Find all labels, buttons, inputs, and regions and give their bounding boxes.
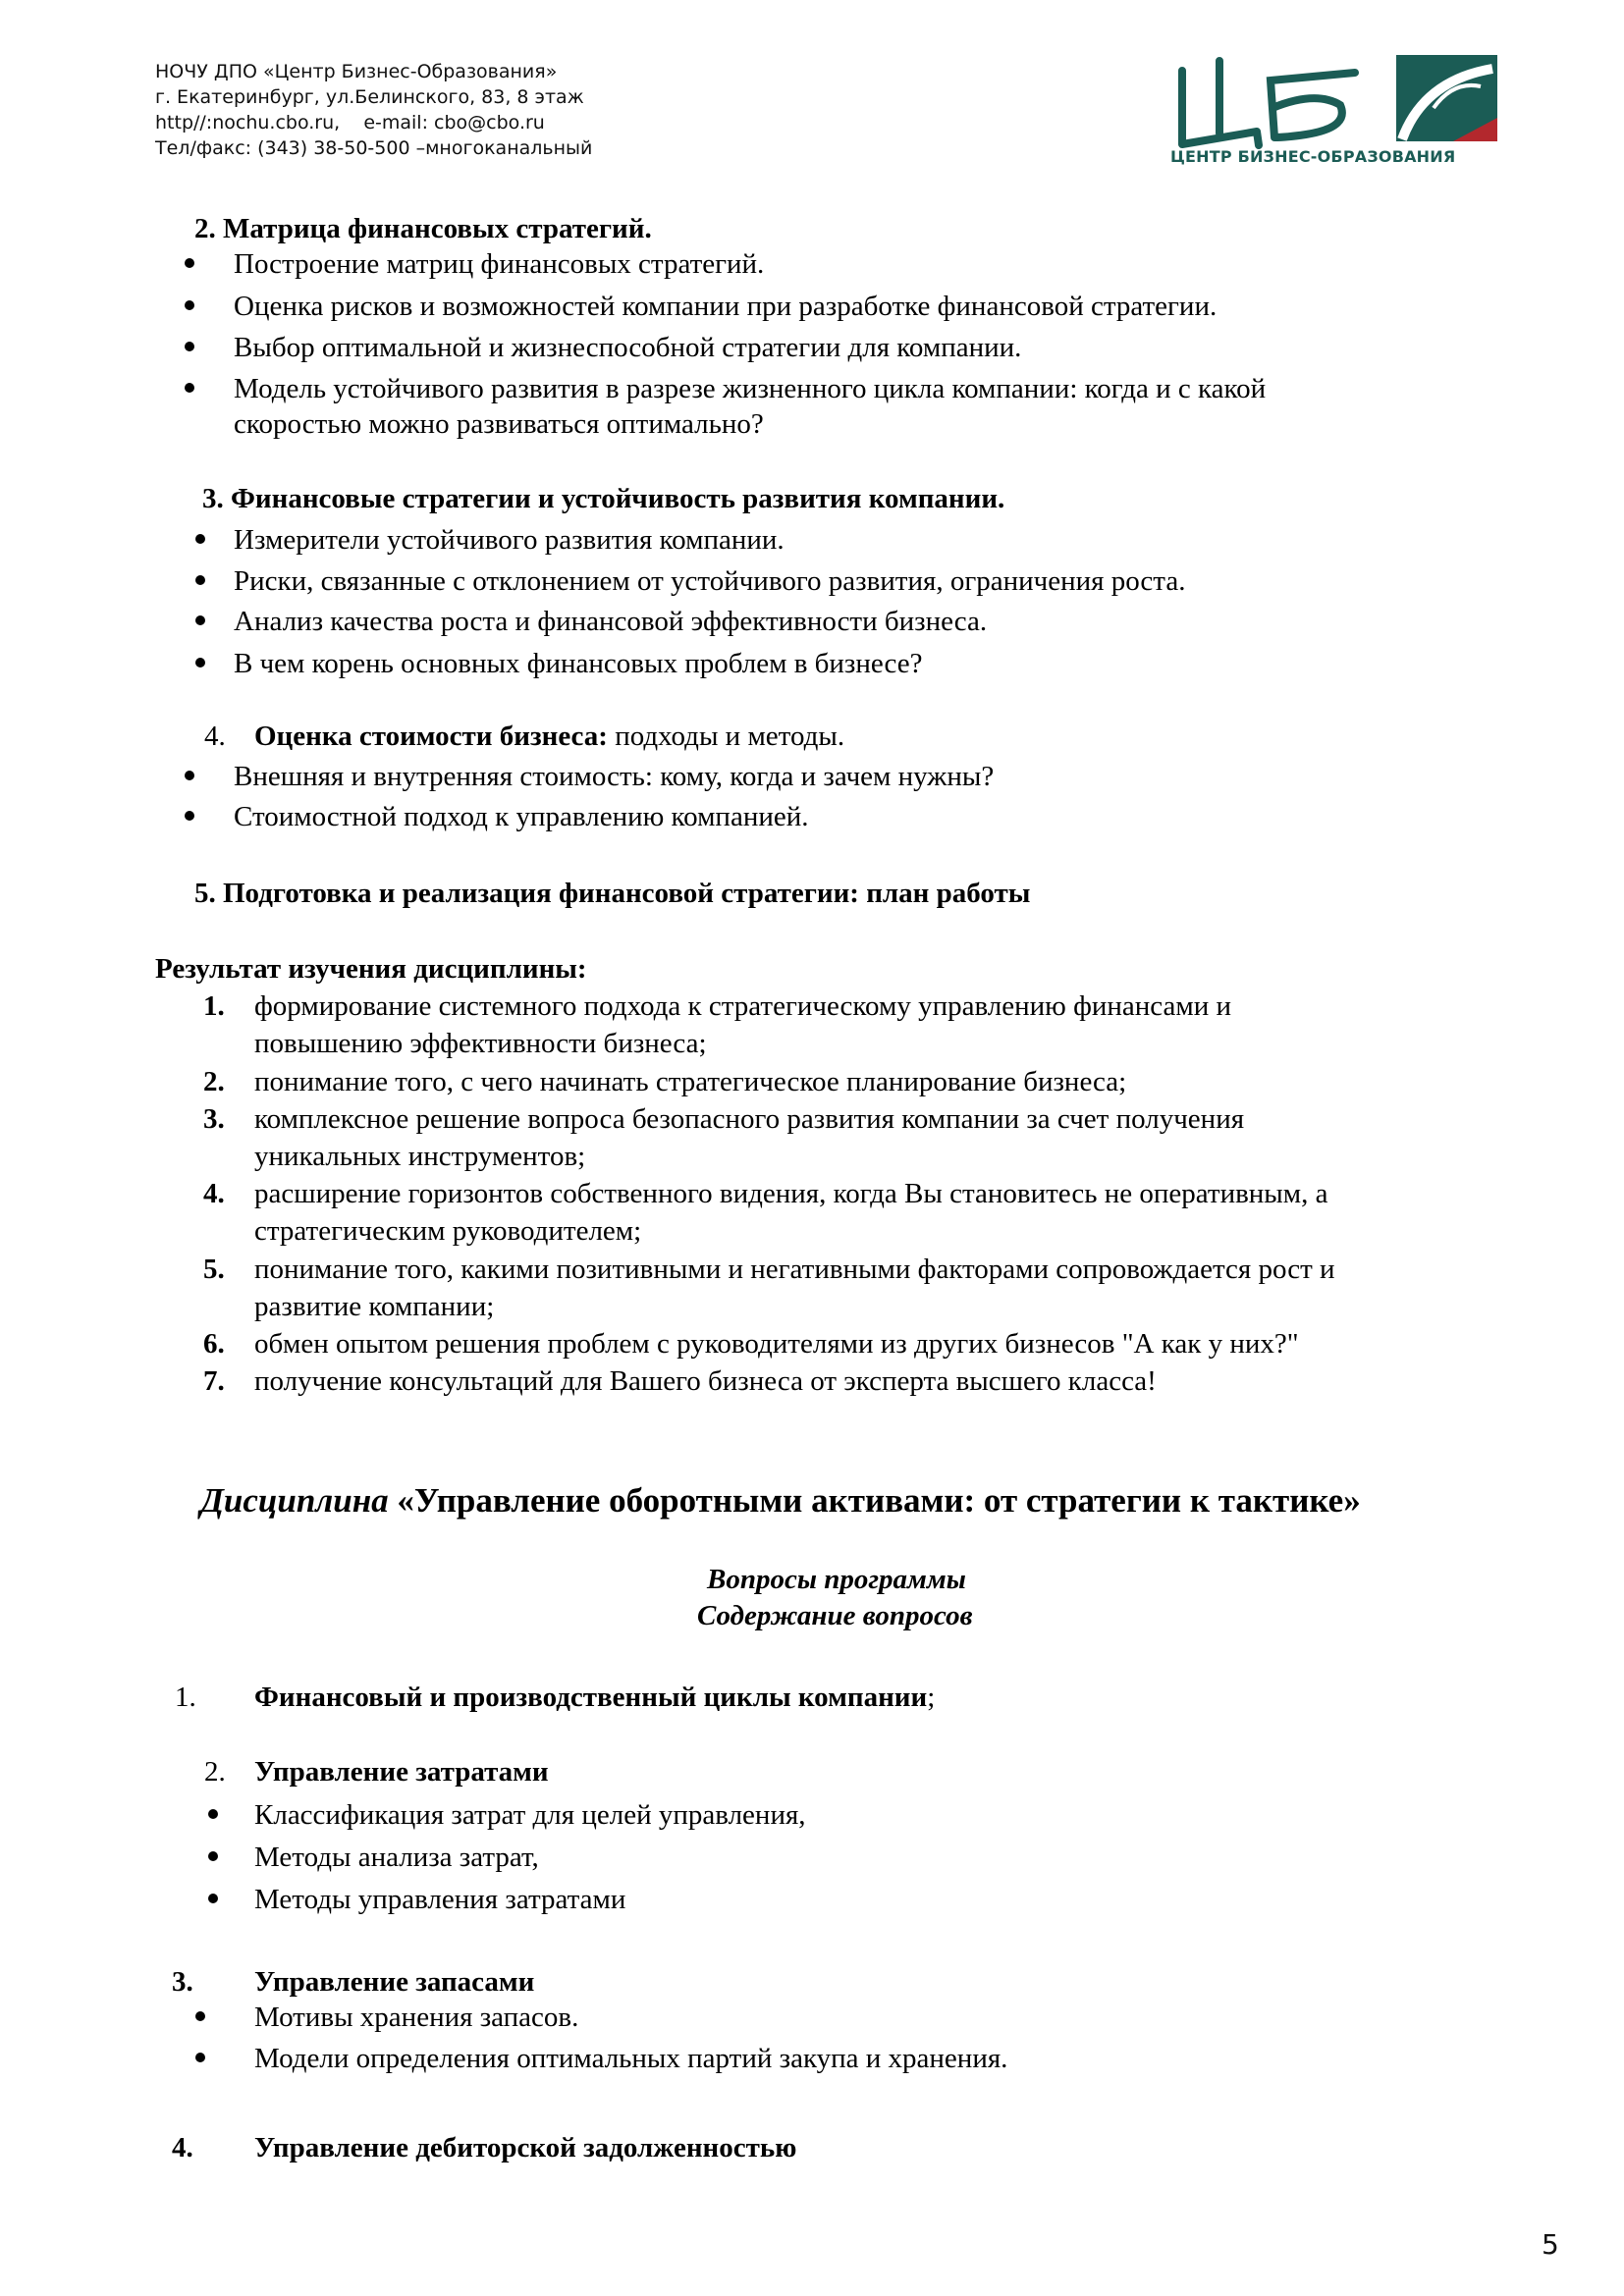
result-number: 1.: [203, 990, 225, 1022]
result-item: понимание того, с чего начинать стратегическое планирование бизнеса;: [254, 1066, 1127, 1097]
phone: Тел/факс: (343) 38-50-500 –многоканальный: [155, 137, 593, 159]
web-email: http//:nochu.cbo.ru, e-mail: cbo@cbo.ru: [155, 112, 545, 133]
topic-item: Методы управления затратами: [254, 1884, 626, 1915]
bullet-icon: [195, 658, 205, 667]
section2-item: Оценка рисков и возможностей компании при разработке финансовой стратегии.: [234, 291, 1218, 322]
topic-item: Методы анализа затрат,: [254, 1842, 539, 1873]
result-number: 5.: [203, 1254, 225, 1285]
section3-item: Измерители устойчивого развития компании.: [234, 524, 785, 556]
result-item: комплексное решение вопроса безопасного развития компании за счет получения: [254, 1103, 1245, 1135]
section4-item: Стоимостной подход к управлению компанией.: [234, 801, 809, 832]
topic-number: 1.: [175, 1682, 196, 1713]
bullet-icon: [208, 1851, 218, 1861]
discipline-title: [200, 1479, 1361, 1522]
section5-title: 5. Подготовка и реализация финансовой стратегии: план работы: [194, 878, 1031, 909]
question-content-subtitle: Содержание вопросов: [697, 1600, 973, 1631]
discipline-prefix: Дисциплина: [200, 1481, 389, 1520]
section2-item: Выбор оптимальной и жизнеспособной стратегии для компании.: [234, 332, 1022, 363]
topic-title: Управление запасами: [254, 1966, 535, 1998]
topic-title-suffix: ;: [927, 1682, 936, 1713]
result-item: понимание того, какими позитивными и негативными факторами сопровождается рост и: [254, 1254, 1335, 1285]
result-item-continuation: стратегическим руководителем;: [254, 1215, 642, 1247]
section3-item: В чем корень основных финансовых проблем в бизнесе?: [234, 648, 923, 679]
bullet-icon: [195, 2053, 205, 2062]
bullet-icon: [195, 615, 205, 625]
topic-item: Мотивы хранения запасов.: [254, 2002, 579, 2033]
bullet-icon: [195, 2011, 205, 2021]
bullet-icon: [185, 342, 194, 351]
address: г. Екатеринбург, ул.Белинского, 83, 8 этаж: [155, 86, 584, 108]
section4-title: [254, 718, 844, 755]
topic-title: Управление дебиторской задолженностью: [254, 2132, 797, 2163]
result-item: обмен опытом решения проблем с руководителями из других бизнесов "А как у них?": [254, 1328, 1299, 1360]
section4-title-bold: Оценка стоимости бизнеса:: [254, 721, 608, 752]
section3-item: Риски, связанные с отклонением от устойчивого развития, ограничения роста.: [234, 565, 1186, 597]
section2-title: 2. Матрица финансовых стратегий.: [194, 213, 652, 244]
result-item-continuation: развитие компании;: [254, 1291, 495, 1322]
page-number: 5: [1542, 2228, 1559, 2261]
logo-caption: ЦЕНТР БИЗНЕС-ОБРАЗОВАНИЯ: [1170, 147, 1456, 166]
result-item-continuation: повышению эффективности бизнеса;: [254, 1028, 707, 1059]
result-number: 2.: [203, 1066, 225, 1097]
result-number: 6.: [203, 1328, 225, 1360]
org-name: НОЧУ ДПО «Центр Бизнес-Образования»: [155, 61, 558, 82]
section2-item-continuation: скоростью можно развиваться оптимально?: [234, 408, 764, 440]
section4-title-rest: подходы и методы.: [607, 721, 845, 752]
topic-title-text: Финансовый и производственный циклы компании: [254, 1682, 928, 1713]
bullet-icon: [185, 383, 194, 393]
topic-title: Управление затратами: [254, 1756, 549, 1788]
topic-item: Классификация затрат для целей управления,: [254, 1799, 806, 1831]
result-number: 3.: [203, 1103, 225, 1135]
section4-item: Внешняя и внутренняя стоимость: кому, когда и зачем нужны?: [234, 761, 995, 792]
section3-title: 3. Финансовые стратегии и устойчивость развития компании.: [202, 483, 1005, 514]
bullet-icon: [208, 1894, 218, 1903]
topic-number: 4.: [172, 2132, 193, 2163]
result-item: получение консультаций для Вашего бизнеса от эксперта высшего класса!: [254, 1365, 1157, 1397]
bullet-icon: [185, 771, 194, 780]
result-item: расширение горизонтов собственного видения, когда Вы становитесь не оперативным, а: [254, 1178, 1328, 1209]
bullet-icon: [208, 1809, 218, 1819]
program-questions-subtitle: Вопросы программы: [707, 1564, 966, 1595]
result-item: формирование системного подхода к стратегическому управлению финансами и: [254, 990, 1232, 1022]
results-title: Результат изучения дисциплины:: [155, 953, 587, 985]
bullet-icon: [185, 258, 194, 268]
topic-item: Модели определения оптимальных партий закупа и хранения.: [254, 2043, 1008, 2074]
result-item-continuation: уникальных инструментов;: [254, 1141, 586, 1172]
topic-number: 3.: [172, 1966, 193, 1998]
header-contact-block: [155, 59, 592, 161]
bullet-icon: [195, 534, 205, 544]
topic-title: [254, 1679, 935, 1716]
bullet-icon: [185, 300, 194, 310]
section4-number: 4.: [204, 721, 226, 752]
discipline-name: «Управление оборотными активами: от стратегии к тактике»: [388, 1481, 1361, 1520]
topic-number: 2.: [204, 1756, 226, 1788]
section2-item: Построение матриц финансовых стратегий.: [234, 248, 765, 280]
bullet-icon: [195, 575, 205, 585]
result-number: 7.: [203, 1365, 225, 1397]
result-number: 4.: [203, 1178, 225, 1209]
section3-item: Анализ качества роста и финансовой эффективности бизнеса.: [234, 606, 988, 637]
bullet-icon: [185, 811, 194, 821]
section2-item: Модель устойчивого развития в разрезе жизненного цикла компании: когда и с какой: [234, 373, 1267, 404]
